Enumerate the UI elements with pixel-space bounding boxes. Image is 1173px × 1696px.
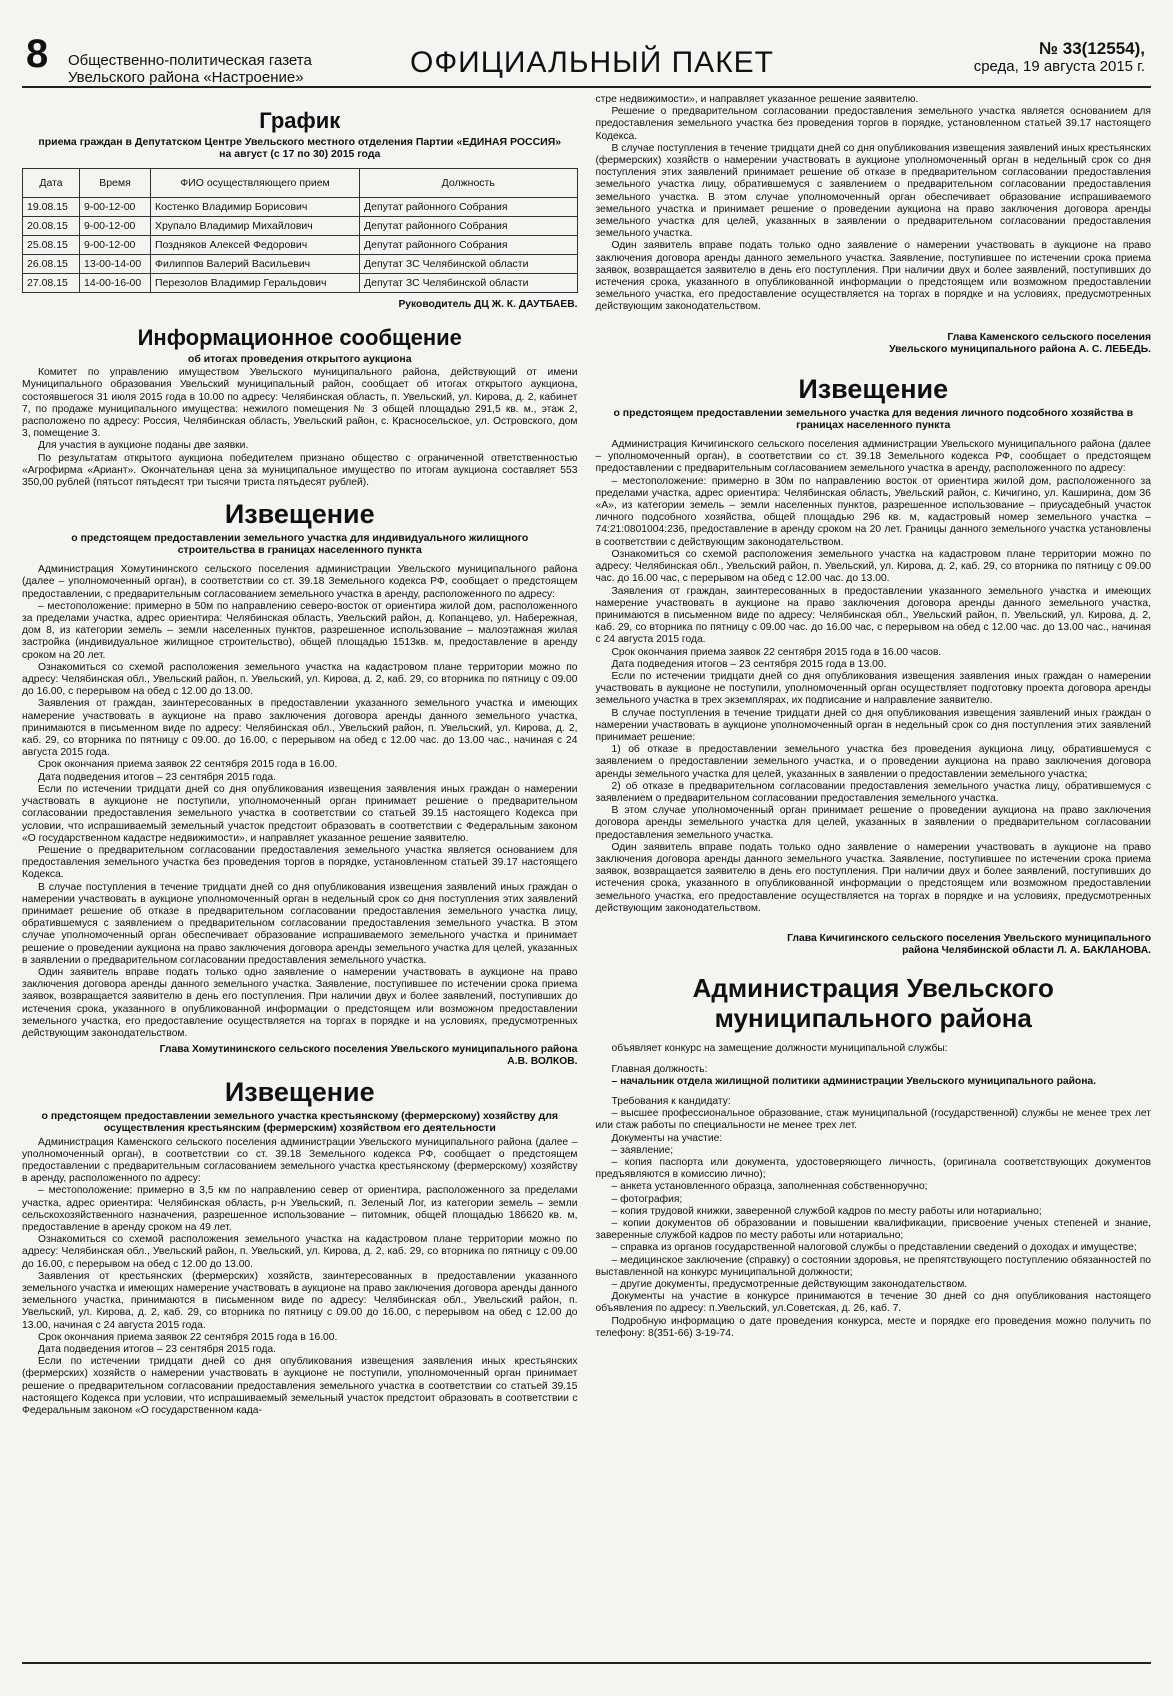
notice3-paragraph: Дата подведения итогов – 23 сентября 2015 года в 13.00. — [611, 658, 887, 670]
left-column — [22, 94, 578, 1417]
notice2-paragraph: Ознакомиться со схемой расположения земельного участка на кадастровом плане территории можно по адресу: Челябинская обл., Увельский район, п. Увельский, ул. Кирова, д. 2, каб. 29, со вторника по пятницу с 09.00 до 16.00, с перерывом на обед с 12.00 до 13.00. — [22, 1234, 578, 1270]
columns — [22, 94, 1151, 1417]
notice1-paragraph: Дата подведения итогов – 23 сентября 2015 года. — [38, 771, 276, 783]
admin-requirements-label: Требования к кандидату: — [611, 1096, 731, 1107]
table-cell: Перезолов Владимир Геральдович — [151, 274, 360, 293]
table-row — [23, 274, 578, 293]
admin-closing: Документы на участие в конкурсе принимаются в течение 30 дней со дня опубликования настоящего объявления по адресу: п.Увельский, ул.Советская, д. 26, каб. 7. — [595, 1291, 1151, 1315]
schedule-subtitle: приема граждан в Депутатском Центре Увельского местного отделения Партии «ЕДИНАЯ РОССИЯ» на август (с 17 по 30) 2015 года — [38, 136, 562, 160]
table-cell: Поздняков Алексей Федорович — [151, 236, 360, 255]
continued-paragraph: стре недвижимости», и направляет указанное решение заявителю. — [595, 94, 919, 105]
notice3-paragraph: Срок окончания приема заявок 22 сентября 2015 года в 16.00 часов. — [611, 646, 942, 658]
notice1-paragraph: В случае поступления в течение тридцати дней со дня опубликования извещения заявлений иных граждан о намерении участвовать в аукционе уполномоченный орган в недельный срок со дня поступления этих заявлений принимает решение об отказе в предварительном согласовании предоставления земельного участка лицу, обратившемуся с заявлением о предварительном согласовании предоставления земельного участка. В этом случае уполномоченный орган обеспечивает образование испрашиваемого земельного участка и принимает решение о проведении аукциона на право заключения договора аренды земельного участка для целей, указанных в заявлении о предварительном согласовании предоставления земельного участка. — [22, 881, 578, 966]
right-column — [596, 94, 1152, 1417]
notice2-title: Извещение — [224, 1076, 375, 1107]
admin-intro: объявляет конкурс на замещение должности муниципальной службы: — [611, 1043, 948, 1055]
table-row — [23, 198, 578, 217]
table-cell: 9-00-12-00 — [80, 198, 151, 217]
column-header: Дата — [23, 169, 80, 198]
notice1-signature-line1: Глава Хомутининского сельского поселения Увельского муниципального района — [159, 1044, 578, 1056]
admin-document-item: – анкета установленного образца, заполненная собственноручно; — [611, 1181, 928, 1193]
masthead — [22, 32, 1151, 88]
admin-document-item: – копия трудовой книжки, заверенной службой кадров по месту работы или нотариально; — [611, 1205, 1042, 1217]
paper-title-line2: Увельского района «Настроение» — [68, 69, 304, 86]
notice3-paragraph: 1) об отказе в предоставлении земельного участка без проведения аукциона лицу, обратившемуся с заявлением о предоставлении земельного участка, и о проведении аукциона на право заключения договора аренды земельного участка для целей, указанных в заявлении о предоставлении земельного участка; — [595, 744, 1151, 780]
notice2-paragraph: – местоположение: примерно в 3,5 км по направлению север от ориентира, расположенного за пределами участка, адрес ориентира: Челябинская область, р-н Увельский, п. Зеленый Лог, из категории земель – земли сельскохозяйственного назначения, разрешенное использование – питомник, общей площадью 186620 кв. м, предоставление в аренду сроком на 49 лет. — [22, 1185, 578, 1233]
admin-title — [596, 973, 1152, 1033]
table-cell: Филиппов Валерий Васильевич — [151, 255, 360, 274]
column-header: Время — [80, 169, 151, 198]
info-subtitle: об итогах проведения открытого аукциона — [187, 353, 412, 366]
table-cell: 27.08.15 — [23, 274, 80, 293]
notice1-subtitle: о предстоящем предоставлении земельного участка для индивидуального жилищного строительства в границах населенного пункта — [71, 532, 529, 557]
table-row — [23, 217, 578, 236]
notice3-paragraph: Один заявитель вправе подать только одно заявление о намерении участвовать в аукционе на право заключения договора аренды данного земельного участка. Заявление, поступившее по истечении срока приема заявок, возвращается заявителю в день его поступления. При наличии двух и более заявлений, поступивших до истечения срока, указанного в опубликованной информации о предстоящем или возможном предоставлении земельного участка, его предоставление осуществляется на торгах в порядке и на условиях, предусмотренных действующим законодательством. — [595, 841, 1151, 914]
issue-info — [974, 40, 1145, 76]
notice1-signature-line2: А.В. ВОЛКОВ. — [507, 1056, 578, 1068]
notice2-signature-line1: Глава Каменского сельского поселения — [947, 331, 1151, 343]
admin-closing: Подробную информацию о дате проведения конкурса, месте и порядке его проведения можно получить по телефону: 8(351-66) 3-19-74. — [595, 1315, 1151, 1339]
admin-position-label: Главная должность: — [611, 1063, 708, 1075]
admin-document-item: – другие документы, предусмотренные действующим законодательством. — [611, 1279, 968, 1291]
table-cell: Депутат районного Собрания — [360, 198, 578, 217]
table-cell: Депутат ЗС Челябинской области — [360, 274, 578, 293]
admin-document-item: – справка из органов государственной налоговой службы о представлении сведений о доходах и имуществе; — [611, 1242, 1137, 1254]
notice3-signature-line2: района Челябинской области Л. А. БАКЛАНОВА. — [902, 945, 1151, 957]
notice1-title: Извещение — [224, 499, 375, 530]
column-header: ФИО осуществляющего прием — [151, 169, 360, 198]
continued-paragraph: Решение о предварительном согласовании предоставления земельного участка является основанием для предоставления земельного участка без проведения торгов в порядке, установленном статьей 39.17 настоящего Кодекса. — [595, 106, 1151, 142]
section-title: ОФИЦИАЛЬНЫЙ ПАКЕТ — [410, 46, 775, 79]
admin-documents-label: Документы на участие: — [611, 1132, 723, 1144]
info-paragraph: По результатам открытого аукциона победителем признано общество с ограниченной ответственностью «Агрофирма «Ариант». Окончательная цена за муниципальное имущество по итогам аукциона составляет 553 350,00 рублей (пятьсот пятьдесят три тысячи триста пятьдесят рублей). — [22, 452, 578, 489]
notice1-paragraph: Ознакомиться со схемой расположения земельного участка на кадастровом плане территории можно по адресу: Челябинская обл., Увельский район, п. Увельский, ул. Кирова, д. 2, каб. 29, со вторника по пятницу с 09.00 до 16.00, с перерывом на обед с 12.00 до 13.00. — [22, 661, 578, 698]
schedule-signature: Руководитель ДЦ Ж. К. ДАУТБАЕВ. — [398, 299, 578, 310]
notice1-paragraph: Если по истечении тридцати дней со дня опубликования извещения заявления иных граждан о намерении участвовать в аукционе не поступили, уполномоченный орган принимает решение о предварительном согласовании предоставления земельного участка в соответствии со статьей 39.15 настоящего Кодекса при условии, что испрашиваемый земельный участок предстоит образовать в соответствии с Федеральным законом «О государственном кадастре недвижимости», и направляет указанное решение заявителю. — [22, 783, 578, 844]
schedule-table — [22, 168, 578, 293]
notice3-paragraph: Если по истечении тридцати дней со дня опубликования извещения заявления иных граждан о намерении участвовать в аукционе не поступили, уполномоченный орган осуществляет подготовку проекта договора аренды земельного участка в трех экземплярах, их подписание и направление заявителю. — [595, 670, 1151, 707]
admin-document-item: – копии документов об образовании и повышении квалификации, присвоение ученых степеней и знание, заверенные службой кадров по месту работы или нотариально; — [595, 1218, 1151, 1242]
table-cell: Депутат районного Собрания — [360, 217, 578, 236]
notice1-paragraph: – местоположение: примерно в 50м по направлению северо-восток от ориентира жилой дом, расположенного за пределами участка, адрес ориентира: Челябинская область, Увельский район, д. Копанцево, ул. Набережная, дом 8, из категории земель – земли населенных пунктов, разрешенное использование – малоэтажная жилая застройка (индивидуальное жилищное строительство), общей площадью 1513кв. м, предоставление в аренду сроком на 20 лет. — [22, 600, 578, 661]
notice1-paragraph: Решение о предварительном согласовании предоставления земельного участка является основанием для предоставления земельного участка без проведения торгов в порядке, установленном статьей 39.17 настоящего Кодекса. — [22, 844, 578, 881]
info-paragraph: Комитет по управлению имуществом Увельского муниципального района, действующий от имени Муниципального образования Увельский муниципальный район, сообщает об итогах открытого аукциона, состоявшегося 31 июля 2015 года в 10.00 по адресу: Челябинская область, п. Увельский, ул. Кирова, д. 2, кабинет 7, по продаже муниципального имущества: нежилого помещения № 3 общей площадью 291,5 кв. м., этаж 2, расположено по адресу: Россия, Челябинская область, Увельский район, с. Красносельское, ул. Островского, дом 3, помещение 3. — [22, 367, 578, 440]
column-header: Должность — [360, 169, 578, 198]
admin-title-line2: муниципального района — [714, 1003, 1032, 1034]
table-cell: Депутат районного Собрания — [360, 236, 578, 255]
table-cell: 9-00-12-00 — [80, 236, 151, 255]
admin-document-item: – медицинское заключение (справку) о состоянии здоровья, не препятствующего поступлению обязанностей по выставленной на конкурс муниципальной должности; — [595, 1254, 1151, 1278]
notice2-paragraph: Если по истечении тридцати дней со дня опубликования извещения заявления иных крестьянских (фермерских) хозяйств о намерении участвовать в аукционе не поступили, уполномоченный орган принимает решение о предварительном согласовании предоставления земельного участка в соответствии со статьей 39.15 настоящего Кодекса при условии, что испрашиваемый земельный участок предстоит образовать в соответствии с Федеральным законом «О государственном када- — [22, 1356, 578, 1417]
table-row — [23, 255, 578, 274]
notice3-title: Извещение — [798, 374, 949, 405]
info-title: Информационное сообщение — [137, 325, 462, 351]
notice1-paragraph: Заявления от граждан, заинтересованных в предоставлении указанного земельного участка и имеющих намерение участвовать в аукционе на право заключения договора аренды данного земельного участка, принимаются в письменном виде по адресу: Челябинская обл., Увельский район, п. Увельский, ул. Кирова, д. 2, каб. 29, со вторника по пятницу с 09.00. до 16.00, с перерывом на обед с 12.00 час. до 13.00 час., начиная с 24 августа 2015 года. — [22, 698, 578, 759]
admin-requirements: – высшее профессиональное образование, стаж муниципальной (государственной) службы не менее трех лет или стаж работы по специальности не менее трех лет. — [595, 1108, 1151, 1132]
table-row — [23, 236, 578, 255]
issue-date: среда, 19 августа 2015 г. — [973, 58, 1145, 75]
admin-title-line1: Администрация Увельского — [692, 973, 1054, 1004]
notice3-paragraph: – местоположение: примерно в 30м по направлению восток от ориентира жилой дом, расположенного за пределами участка, адрес ориентира: Челябинская область, Увельский район, с. Кичигино, ул. Каширина, дом 36 «А», из категории земель – земли населенных пунктов, разрешенное использование – приусадебный участок личного подсобного хозяйства, общей площадью 296 кв. м, кадастровый номер земельного участка – 74:21:0801004:236, предоставление в аренду сроком на 20 лет. Границы данного земельного участка установлены в соответствии с действующим законодательством. — [595, 475, 1151, 548]
admin-document-item: – фотография; — [611, 1193, 683, 1205]
notice1-paragraph: Один заявитель вправе подать только одно заявление о намерении участвовать в аукционе на право заключения договора аренды данного земельного участка. Заявление, поступившее по истечении срока приема заявок, возвращается заявителю в день его поступления. При наличии двух и более заявлений, поступивших до истечения срока, указанного в опубликованной информации о предстоящем или возможном предоставлении земельного участка, его предоставление осуществляется на торгах в порядке и на условиях, предусмотренных действующим законодательством. — [22, 966, 578, 1039]
table-header-row — [23, 169, 578, 198]
notice2-subtitle: о предстоящем предоставлении земельного участка крестьянскому (фермерскому) хозяйству для осуществления крестьянским (фермерским) хозяйством его деятельности — [41, 1109, 558, 1134]
info-paragraph: Для участия в аукционе поданы две заявки. — [38, 440, 249, 452]
notice3-paragraph: Администрация Кичигинского сельского поселения администрации Увельского муниципального района (далее – уполномоченный орган), в соответствии со ст. 39.18 Земельного кодекса РФ, сообщает о предстоящем предоставлении с предварительным согласованием земельного участка в аренду, расположенного по адресу: — [595, 439, 1151, 475]
paper-title-line1: Общественно-политическая газета — [68, 52, 312, 69]
table-cell: Костенко Владимир Борисович — [151, 198, 360, 217]
page-number: 8 — [26, 32, 49, 76]
paper-title — [68, 52, 312, 86]
table-cell: Хрупало Владимир Михайлович — [151, 217, 360, 236]
notice3-paragraph: В случае поступления в течение тридцати дней со дня опубликования извещения заявлений иных граждан о намерении участвовать в аукционе уполномоченный орган в недельный срок со дня поступления этих заявлений принимает решение: — [595, 707, 1151, 743]
table-cell: 26.08.15 — [23, 255, 80, 274]
notice2-signature-line2: Увельского муниципального района А. С. ЛЕБЕДЬ. — [889, 343, 1151, 355]
notice2-paragraph: Администрация Каменского сельского поселения администрации Увельского муниципального района (далее – уполномоченный орган), в соответствии со ст. 39.18 Земельного кодекса РФ, сообщает о предстоящем предоставлении с предварительным согласованием земельного участка крестьянскому (фермерскому) хозяйству в аренду, расположенного по адресу: — [22, 1136, 578, 1185]
notice3-paragraph: В этом случае уполномоченный орган принимает решение о проведении аукциона на право заключения договора аренды земельного участка для целей, указанных в заявлении о предварительном согласовании предоставления земельного участка. — [595, 805, 1151, 841]
table-cell: 9-00-12-00 — [80, 217, 151, 236]
table-cell: 25.08.15 — [23, 236, 80, 255]
notice3-subtitle: о предстоящем предоставлении земельного участка для ведения личного подсобного хозяйства в границах населенного пункта — [613, 407, 1134, 432]
admin-document-item: – заявление; — [611, 1144, 674, 1156]
table-cell: Депутат ЗС Челябинской области — [360, 255, 578, 274]
continued-paragraph: В случае поступления в течение тридцати дней со дня опубликования извещения заявлений иных крестьянских (фермерских) хозяйств о намерении участвовать в аукционе уполномоченный орган в недельный срок со дня поступления этих заявлений принимает решение об отказе в предварительном согласовании предоставления земельного участка лицу, обратившемуся с заявлением о предварительном согласовании предоставления земельного участка. В этом случае уполномоченный орган обеспечивает образование испрашиваемого земельного участка и принимает решение о проведении аукциона на право заключения договора аренды земельного участка для целей, указанных в заявлении о предварительном согласовании предоставления земельного участка. — [595, 142, 1151, 240]
notice1-paragraph: Администрация Хомутининского сельского поселения администрации Увельского муниципального района (далее – уполномоченный орган), в соответствии со ст. 39.18 Земельного кодекса РФ, сообщает о предстоящем предоставлении, с предварительным согласованием земельного участка в аренду, расположенного по адресу: — [22, 564, 578, 600]
table-cell: 20.08.15 — [23, 217, 80, 236]
issue-number: № 33(12554), — [1039, 39, 1145, 58]
table-cell: 13-00-14-00 — [80, 255, 151, 274]
admin-document-item: – копия паспорта или документа, удостоверяющего личность, (оригинала соответствующих документов предъявляются в комиссию лично); — [595, 1157, 1151, 1181]
table-cell: 19.08.15 — [23, 198, 80, 217]
bottom-rule — [22, 1662, 1151, 1664]
schedule-title: График — [259, 108, 341, 133]
notice3-paragraph: Заявления от граждан, заинтересованных в предоставлении указанного земельного участка и имеющих намерение участвовать в аукционе на право заключения договора аренды данного земельного участка, принимаются в письменном виде по адресу: Челябинская обл., Увельский район, п. Увельский, ул. Кирова, д. 2, каб. 29, со вторника по пятницу с 09.00 час. до 16.00 час, с перерывом на обед с 12.00 час. до 13.00 час., начиная с 24 августа 2015 года. — [595, 585, 1151, 646]
notice3-signature-line1: Глава Кичигинского сельского поселения Увельского муниципального — [787, 932, 1151, 944]
notice1-paragraph: Срок окончания приема заявок 22 сентября 2015 года в 16.00. — [38, 759, 338, 771]
notice2-paragraph: Срок окончания приема заявок 22 сентября 2015 года в 16.00. — [38, 1331, 338, 1343]
continued-paragraph: Один заявитель вправе подать только одно заявление о намерении участвовать в аукционе на право заключения договора аренды данного земельного участка. Заявление, поступившее по истечении срока приема заявок, возвращается заявителю в день его поступления. При наличии двух и более заявлений, поступивших до истечения срока, указанного в опубликованной информации о предстоящем или возможном предоставлении земельного участка, его предоставление осуществляется на торгах в порядке и на условиях, предусмотренных действующим законодательством. — [595, 240, 1151, 313]
notice3-paragraph: 2) об отказе в предварительном согласовании предоставления земельного участка лицу, обратившемуся с заявлением о предварительном согласовании предоставления земельного участка. — [595, 780, 1151, 804]
notice2-paragraph: Дата подведения итогов – 23 сентября 2015 года. — [38, 1344, 276, 1356]
notice3-paragraph: Ознакомиться со схемой расположения земельного участка на кадастровом плане территории можно по адресу: Челябинская обл., Увельский район, п. Увельский, ул. Кирова, д. 2, каб. 29, со вторника по пятницу с 09.00 час. до 16.00 час, с перерывом на обед с 12.00 час. до 13.00. — [595, 548, 1151, 585]
admin-position: – начальник отдела жилищной политики администрации Увельского муниципального района. — [611, 1075, 1097, 1087]
notice2-paragraph: Заявления от крестьянских (фермерских) хозяйств, заинтересованных в предоставлении указанного земельного участка и имеющих намерение участвовать в аукционе на право заключения договора аренды данного земельного участка, принимаются в письменном виде по адресу: Челябинская обл., Увельский район, п. Увельский, ул. Кирова, д. 2, каб. 29, со вторника по пятницу с 09.00 до 16.00, с перерывом на обед с 12.00 до 13.00, начиная с 24 августа 2015 года. — [22, 1270, 578, 1331]
table-cell: 14-00-16-00 — [80, 274, 151, 293]
